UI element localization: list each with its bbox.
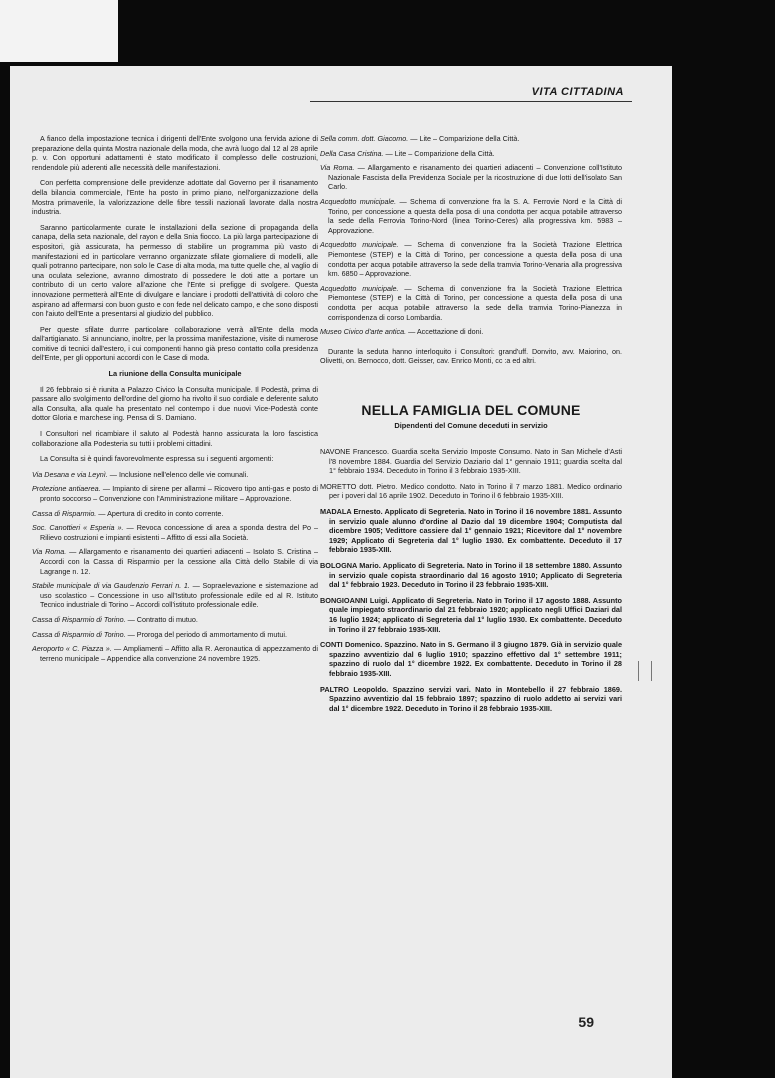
item-text: — Allargamento e risanamento dei quartieri adiacenti – Convenzione coll'Istituto Nazionale Fascista della Previdenza Sociale per la ricostruzione di due lotti dell'isolato San Carlo. — [328, 163, 622, 192]
list-item — [32, 509, 318, 519]
header-rule — [310, 101, 632, 102]
paragraph: A fianco della impostazione tecnica i dirigenti dell'Ente svolgono una fervida azione di preparazione della quinta Mostra nazionale della moda, che avrà luogo dal 12 al 28 aprile p. v. Con opportuni adattamenti è stato modificato il complesso delle costruzioni, rendendole più aderenti alle necessità delle manifestazioni. — [32, 134, 318, 172]
list-item — [320, 327, 622, 337]
paragraph: Per queste sfilate durrre particolare collaborazione verrà all'Ente della moda dall'artigianato. Si annunciano, inoltre, per la prossima manifestazione, visite di numerose comitive di tecnici dall'estero, i cui componenti hanno già preso contatto colla presidenza dell'Ente, per gli opportuni accordi con le Case di moda. — [32, 324, 318, 363]
entry-name: PALTRO Leopoldo. — [320, 684, 389, 694]
item-text: — Lite – Comparizione della Città. — [408, 134, 520, 143]
entry-name: NAVONE Francesco. — [320, 447, 389, 457]
obituary-entry — [320, 685, 622, 714]
list-item — [320, 197, 622, 235]
item-label: Soc. Canottieri « Esperia ». — [32, 523, 124, 533]
paragraph: Con perfetta comprensione delle previdenze adottate dal Governo per il risanamento della bilancia commerciale, l'Ente ha posto in primo piano, nell'organizzazione della Mostra primaverile, la valorizzazione delle fibre tessili nazionali lavorate dalla nostra industria. — [32, 178, 318, 217]
list-item — [320, 284, 622, 322]
closing-paragraph: Durante la seduta hanno interloquito i Consultori: grand'uff. Donvito, avv. Maiorino, on. Olivetti, on. Bernocco, dott. Geisser, cav. Enrico Monti, cc :a ed altri. — [320, 346, 622, 366]
item-label: Via Roma. — [320, 163, 355, 173]
left-column — [32, 134, 318, 668]
item-label: Acquedotto municipale. — [320, 283, 399, 293]
entry-name: MADALA Ernesto. — [320, 507, 383, 517]
entry-name: MORETTO dott. Pietro. — [320, 481, 398, 491]
entry-text: Applicato di Segreteria. Nato in Torino il 18 settembre 1880. Assunto in servizio quale copista straordinario dal 16 agosto 1910; Applicato di Segreteria dal 1° febbraio 1923. Deceduto in Torino il 23 febbraio 1935-XIII. — [329, 561, 622, 590]
paragraph: La Consulta si è quindi favorevolmente espressa su i seguenti argomenti: — [40, 454, 274, 464]
page — [10, 66, 672, 1078]
entry-text: Applicato di Segreteria. Nato in Torino il 17 agosto 1888. Assunto quale impiegato straordinario dal 21 febbraio 1920; applicato negli Uffici Daziari dal 16 luglio 1924; applicato di Segreteria dal 1° luglio 1930. Ex combattente. Deceduto in Torino il 27 febbraio 1935-XIII. — [329, 595, 622, 634]
item-label: Acquedotto municipale. — [320, 196, 397, 206]
entry-text: Applicato di Segreteria. Nato in Torino il 16 novembre 1881. Assunto in servizio quale alunno d'ordine al Dazio dal 19 dicembre 1904; Computista dal dicembre 1905; Vedittore cassiere dal 1° gennaio 1921; Ricevitore dal 1° novembre 1929; Applicato di Segreteria dal 1° luglio 1930. Ex combattente. Deceduto il 17 febbraio 1935-XIII. — [329, 507, 622, 555]
entry-name: CONTI Domenico. — [320, 640, 383, 650]
entry-text: Spazzino. Nato in S. Germano il 3 giugno 1879. Già in servizio quale spazzino avventizio dal 6 luglio 1910; spazzino effettivo dal 1° settembre 1911; spazzino di ruolo dal 1° dicembre 1922. Ex combattente. Deceduto in Torino il 28 febbraio 1935-XIII. — [329, 640, 623, 678]
list-item — [32, 470, 318, 480]
paragraph: Saranno particolarmente curate le installazioni della sezione di propaganda della canapa, della seta nazionale, del rayon e della Snia fiocco. La più larga partecipazione di espositori, già assicurata, ha permesso di stabilire un programma più vasto di manifestazioni ed in particolare verranno organizzate sfilate giornaliere di modelli, alle quali potranno partecipare, non solo le Case di alta moda, ma tutte quelle che, al vaglio di una oculata selezione, avranno dimostrato di possedere le doti atte a portare un contributo di un certo valore all'azione che l'Ente si prefigge di svolgere. Questa innovazione permetterà all'Ente di divulgare e lanciare i prodotti dell'attività di coloro che aspirano ad affermarsi con buon gusto e con fede nel delicato campo, e che sono disposti con l'aiuto dell'Ente a presentarsi al giudizio del pubblico. — [32, 222, 318, 319]
item-text: — Impianto di sirene per allarmi – Ricovero tipo anti-gas e posto di pronto soccorso – Convenzione con l'Amministrazione militare – Approvazione. — [40, 484, 319, 503]
famiglia-subtitle: Dipendenti del Comune deceduti in servizio — [394, 421, 548, 431]
margin-mark — [638, 661, 652, 681]
obituary-entry — [320, 640, 622, 678]
item-label: Cassa di Risparmio di Torino. — [32, 614, 126, 624]
item-label: Via Desana e via Leynì. — [32, 469, 108, 479]
item-label: Stabile municipale di via Gaudenzio Ferrari n. 1. — [32, 581, 190, 591]
obituary-entry — [320, 596, 622, 634]
item-label: Acquedotto municipale. — [320, 240, 399, 250]
item-label: Sella comm. dott. Giacomo. — [320, 134, 409, 143]
item-text: — Lite – Comparizione della Città. — [383, 148, 495, 158]
item-text: — Schema di convenzione fra la Società Trazione Elettrica Piemontese (STEP) e la Città di Torino, per concessione a questa della posa di una condotta per acqua potabile attraverso la sede della tramvia Torino-Venaria alla progressiva km. 6850 – Approvazione. — [328, 240, 623, 279]
item-label: Museo Civico d'arte antica. — [320, 327, 407, 337]
item-text: — Revoca concessione di area a sponda destra del Po – Rilievo costruzioni e impianti esistenti – Affitto di essi alla Società. — [40, 523, 318, 542]
item-text: — Inclusione nell'elenco delle vie comunali. — [107, 469, 249, 479]
list-item — [320, 240, 622, 278]
list-item — [320, 134, 622, 144]
list-item — [32, 615, 318, 625]
top-white-strip — [0, 0, 118, 62]
list-item — [32, 484, 318, 503]
item-text: — Schema di convenzione fra la S. A. Ferrovie Nord e la Città di Torino, per concessione a questa della posa di una condotta per acqua potabile attraverso la sede della Ferrovia Torino-Nord (linea Torino-Ceres) alla progressiva km. 5983 – Approvazione. — [328, 196, 622, 235]
list-item — [32, 523, 318, 542]
item-text: — Sopraelevazione e sistemazione ad uso scolastico – Concessione in uso all'Istituto professionale edile ed al R. Istituto Tecnico industriale di Torino – Accordi coll'istituto professionale edile. — [40, 581, 318, 610]
item-label: Della Casa Cristina. — [320, 148, 384, 158]
item-label: Aeroporto « C. Piazza ». — [32, 644, 112, 654]
list-item — [32, 644, 318, 663]
item-text: — Contratto di mutuo. — [125, 614, 198, 624]
paragraph: I Consultori nel ricambiare il saluto al Podestà hanno assicurata la loro fascistica collaborazione alla Podesteria su tutti i problemi cittadini. — [32, 429, 318, 448]
obituary-entry — [320, 507, 622, 555]
famiglia-title: NELLA FAMIGLIA DEL COMUNE — [361, 401, 581, 418]
item-text: — Schema di convenzione fra la Società Trazione Elettrica Piemontese (STEP) e la Città di Torino, per concessione a questa della posa di una condotta per acqua potabile attraverso la sede della tramvia Torino-Pianezza in corrispondenza di corso Lombardia. — [328, 283, 623, 322]
item-label: Protezione antiaerea. — [32, 484, 101, 494]
obituary-entry — [320, 561, 622, 590]
entry-text: Medico condotto. Nato in Torino il 7 marzo 1881. Medico ordinario per i poveri dal 16 aprile 1902. Deceduto in Torino il 6 febbraio 1935-XIII. — [329, 481, 622, 501]
item-text: — Allargamento e risanamento dei quartieri adiacenti – Isolato S. Cristina – Accordi con la Cassa di Risparmio per la cessione alla Città dello Stabile di via Lagrange n. 12. — [40, 547, 318, 576]
list-item — [320, 163, 622, 192]
paragraph: Il 26 febbraio si è riunita a Palazzo Civico la Consulta municipale. Il Podestà, prima di passare allo svolgimento dell'ordine del giorno ha rivolto il suo cordiale e deferente saluto alla Consulta, alla quale ha presentato nel contempo i due nuovi Vice-Podestà conte dottor Gloria e marchese ing. Pensa di S. Damiano. — [32, 384, 318, 423]
right-column — [320, 134, 622, 719]
entry-name: BOLOGNA Mario. — [320, 561, 381, 570]
entry-text: Guardia scelta Servizio Imposte Consumo. Nato in San Michele d'Asti l'8 novembre 1884. Guardia del Servizio Daziario dal 1° gennaio 1911; guardia scelta dal 1° febbraio 1934. Deceduto in Torino il 3 febbraio 1935-XIII. — [329, 447, 622, 476]
entry-text: Spazzino servizi vari. Nato in Montebello il 27 febbraio 1869. Spazzino avventizio dal 15 febbraio 1897; spazzino di ruolo addetto ai servizi vari dal 1° dicembre 1922. Deceduto in Torino il 28 febbraio 1935-XIII. — [329, 684, 623, 713]
item-label: Cassa di Risparmio di Torino. — [32, 629, 126, 639]
item-text: — Ampliamenti – Affitto alla R. Aeronautica di appezzamento di terreno municipale – Appendice alla convenzione 24 novembre 1925. — [40, 644, 319, 663]
obituary-entry — [320, 447, 622, 476]
consulta-title: La riunione della Consulta municipale — [108, 369, 242, 379]
item-text: — Apertura di credito in conto corrente. — [96, 508, 224, 518]
item-label: Via Roma. — [32, 547, 67, 557]
page-number: 59 — [578, 1014, 594, 1030]
entry-name: BONGIOANNI Luigi. — [320, 595, 390, 605]
item-text: — Proroga del periodo di ammortamento di mutui. — [125, 629, 288, 639]
list-item — [32, 630, 318, 640]
list-item — [320, 149, 622, 159]
section-header: VITA CITTADINA — [531, 86, 624, 98]
list-item — [32, 547, 318, 576]
obituary-entry — [320, 482, 622, 501]
list-item — [32, 581, 318, 610]
item-text: — Accettazione di doni. — [406, 327, 484, 337]
item-label: Cassa di Risparmio. — [32, 508, 97, 518]
